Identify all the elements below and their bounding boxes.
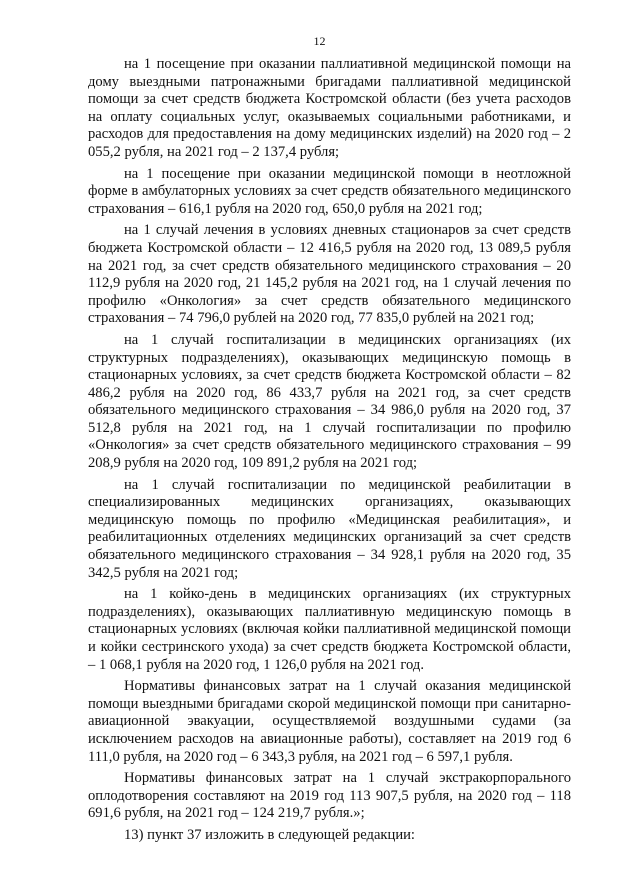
paragraph-urgent-outpatient: на 1 посещение при оказании медицинской помощи в неотложной форме в амбулаторных условиях за счет средств обязательного медицинского страхования – 616,1 рубля на 2020 год, 650,0 рубля на 2021 год; [88, 165, 571, 217]
paragraph-ivf: Нормативы финансовых затрат на 1 случай экстракорпорального оплодотворения составляют на 2019 год 113 907,5 рубля, на 2020 год – 118 691,6 рубля, на 2021 год – 124 219,7 рубля.»; [88, 770, 571, 822]
paragraph-rehabilitation: на 1 случай госпитализации по медицинской реабилитации в специализированных медицинских организациях, оказывающих медицинскую помощь по профилю «Медицинская реабилитация», и реабилитационных отделениях медицинских организаций за счет средств обязательного медицинского страхования – 34 928,1 рубля на 2020 год, 35 342,5 рубля на 2021 год; [88, 476, 571, 581]
page-number: 12 [313, 34, 326, 48]
paragraph-air-ambulance: Нормативы финансовых затрат на 1 случай оказания медицинской помощи выездными бригадами скорой медицинской помощи при санитарно-авиационной эвакуации, осуществляемой воздушными судами (за исключением расходов на авиационные работы), составляет на 2019 год 6 111,0 рубля, на 2020 год – 6 343,3 рубля, на 2021 год – 6 597,1 рубля. [88, 678, 571, 765]
paragraph-palliative-home-visit: на 1 посещение при оказании паллиативной медицинской помощи на дому выездными патронажными бригадами паллиативной медицинской помощи за счет средств бюджета Костромской области (без учета расходов на оплату социальных услуг, оказываемых социальными работниками, и расходов для предоставления на дому медицинских изделий) на 2020 год – 2 055,2 рубля, на 2021 год – 2 137,4 рубля; [88, 56, 571, 160]
paragraph-clause-37: 13) пункт 37 изложить в следующей редакции: [124, 826, 415, 843]
document-body [88, 56, 571, 845]
paragraph-palliative-bed-day: на 1 койко-день в медицинских организациях (их структурных подразделениях), оказывающих паллиативную медицинскую помощь в стационарных условиях (включая койки паллиативной медицинской помощи и койки сестринского ухода) за счет средств бюджета Костромской области, – 1 068,1 рубля на 2020 год, 1 126,0 рубля на 2021 год. [88, 586, 571, 673]
paragraph-hospitalization: на 1 случай госпитализации в медицинских организациях (их структурных подразделениях), оказывающих медицинскую помощь в стационарных условиях, за счет средств бюджета Костромской области – 82 486,2 рубля на 2020 год, 86 433,7 рубля на 2021 год, за счет средств обязательного медицинского страхования – 34 986,0 рубля на 2020 год, 37 512,8 рубля на 2021 год, на 1 случай госпитализации по профилю «Онкология» за счет средств обязательного медицинского страхования – 99 208,9 рубля на 2020 год, 109 891,2 рубля на 2021 год; [88, 331, 571, 472]
paragraph-day-hospital: на 1 случай лечения в условиях дневных стационаров за счет средств бюджета Костромской области – 12 416,5 рубля на 2020 год, 13 089,5 рубля на 2021 год, за счет средств обязательного медицинского страхования – 20 112,9 рубля на 2020 год, 21 145,2 рубля на 2021 год, на 1 случай лечения по профилю «Онкология» за счет средств обязательного медицинского страхования – 74 796,0 рублей на 2020 год, 77 835,0 рублей на 2021 год; [88, 222, 571, 327]
